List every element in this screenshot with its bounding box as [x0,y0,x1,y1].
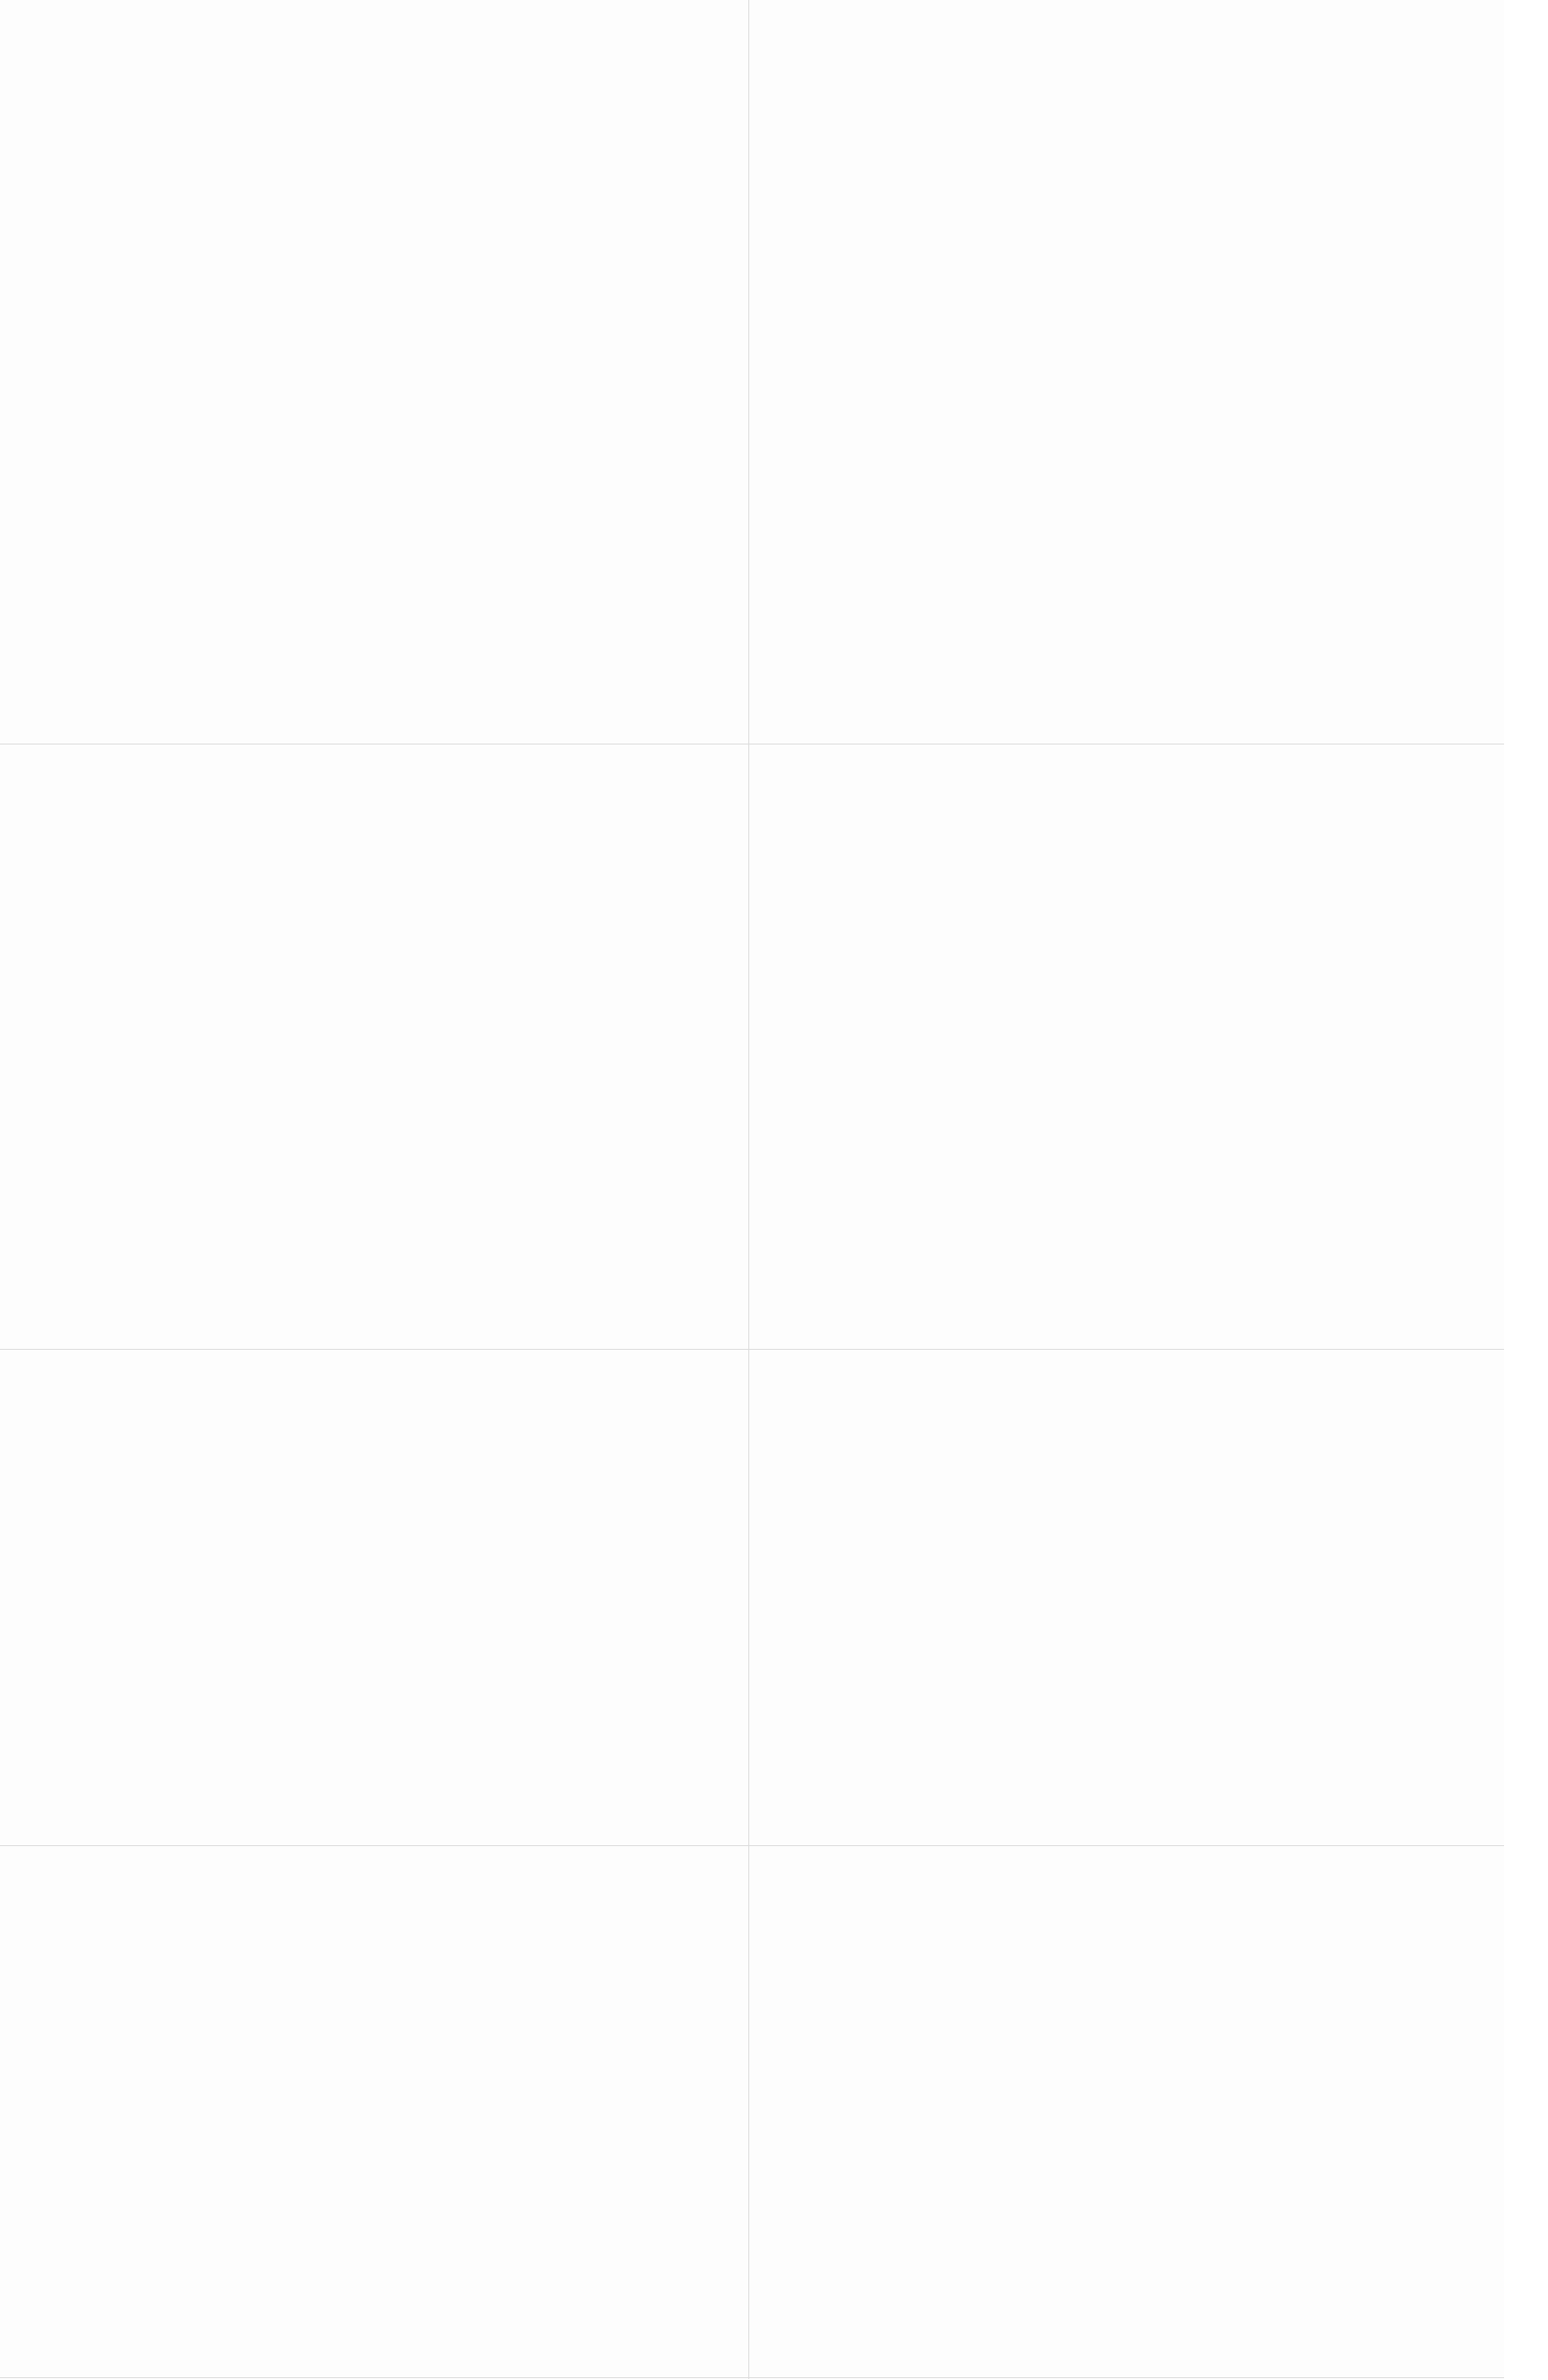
row-divider-2 [0,1349,1504,1350]
grid-cell-r4-c1 [0,1846,748,2377]
row-divider-bottom [0,2377,1504,2378]
column-divider [748,0,749,2379]
grid-cell-r2-c1 [0,744,748,1349]
grid-cell-r4-c2 [749,1846,1504,2377]
grid-cell-r1-c2 [749,0,1504,744]
row-divider-3 [0,1845,1504,1846]
grid-cell-r3-c1 [0,1350,748,1845]
grid-cell-r1-c1 [0,0,748,744]
grid-cell-r2-c2 [749,744,1504,1349]
grid-cell-r3-c2 [749,1350,1504,1845]
